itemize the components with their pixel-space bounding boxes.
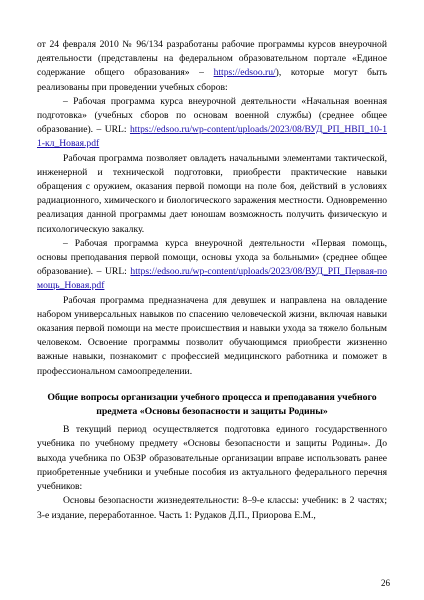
paragraph-1-text-a: от 24 февраля 2010 № 96/134 разработаны рабочие программы курсов внеурочной деятельности (представлены на федеральном образовательном портале «Единое содержание общего образования» – [37,39,387,79]
paragraph-2-text: – Рабочая программа курса внеурочной деятельности «Начальная военная подготовка» (учебных сборов по основам военной службы) (среднее общее образование). – URL: [37,95,387,136]
paragraph-1-text-b: ), которые могут быть реализованы при проведении учебных сборов: [37,67,387,93]
page-number: 26 [381,578,390,588]
paragraph-7: Основы безопасности жизнедеятельности: 8–9-е классы: учебник: в 2 частях; 3-е издание, переработанное. Часть 1: Рудаков Д.П., Приорова Е.М., [37,495,387,521]
paragraph-3: Рабочая программа позволяет овладеть начальными элементами тактической, инженерной и технической подготовки, приобрести практические навыки обращения с оружием, оказания первой помощи на поле боя, действий в условиях радиационного, химического и биологического заражения местности. Одновременно реализация данной программы дает юношам возможность получить физическую и психологическую закалку. [37,152,387,235]
section-heading: Общие вопросы организации учебного процесса и преподавания учебного предмета «Основы безопасности и защиты Родины» [47,391,377,418]
paragraph-2 [37,95,387,152]
paragraph-1 [37,38,387,95]
nvp-program-link[interactable]: https://edsoo.ru/wp-content/uploads/2023/08/ВУД_РП_НВП_10-11-кл_Новая.pdf [37,124,387,150]
edsoo-link[interactable]: https://edsoo.ru/ [213,67,276,79]
paragraph-6: В текущий период осуществляется подготовка единого государственного учебника по учебному предмету «Основы безопасности и защиты Родины». До выхода учебника по ОБЗР образовательные организации вправе использовать ранее приобретенные учебники и учебные пособия из актуального федерального перечня учебников: [37,424,387,493]
first-aid-program-link[interactable]: https://edsoo.ru/wp-content/uploads/2023/08/ВУД_РП_Первая-помощь_Новая.pdf [37,266,387,292]
paragraph-5: Рабочая программа предназначена для девушек и направлена на овладение набором универсальных навыков по спасению человеческой жизни, включая навыки оказания первой помощи на месте происшествия и навыки ухода за тяжело больным человеком. Освоение программы позволит обучающимся приобрести жизненно важные навыки, познакомит с профессией медицинского работника и поможет в профессиональном самоопределении. [37,294,387,377]
paragraph-4 [37,237,387,294]
paragraph-4-text: – Рабочая программа курса внеурочной деятельности «Первая помощь, основы преподавания первой помощи, основы ухода за больными» (среднее общее образование). – URL: [37,237,387,278]
